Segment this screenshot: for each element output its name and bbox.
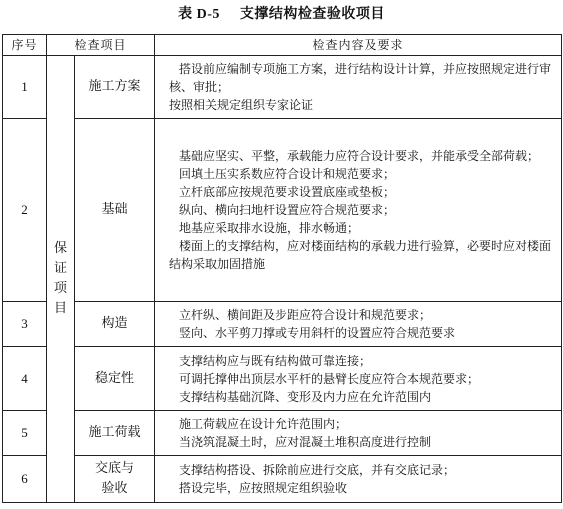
inspection-table xyxy=(2,34,562,503)
group-label-char: 证 xyxy=(53,261,67,276)
header-item: 检查项目 xyxy=(47,35,155,56)
content-line: 按照相关规定组织专家论证 xyxy=(169,98,314,112)
row-item: 交底与 验收 xyxy=(75,456,155,503)
content-line: 支撑结构基础沉降、变形及内力应在允许范围内 xyxy=(179,389,432,404)
content-line: 搭设完毕，应按照规定组织验收 xyxy=(179,481,348,495)
content-line: 基础应坚实、平整，承载能力应符合设计要求，并能承受全部荷载； xyxy=(179,149,540,163)
content-line: 立杆底部应按规范要求设置底座或垫板； xyxy=(179,185,396,199)
row-no: 4 xyxy=(3,347,47,411)
row-no: 6 xyxy=(3,456,47,503)
content-line: 立杆纵、横间距及步距应符合设计和规范要求； xyxy=(179,308,432,322)
table-title xyxy=(0,3,563,26)
group-label-char: 项 xyxy=(53,281,67,296)
content-line: 施工荷载应在设计允许范围内； xyxy=(179,417,348,431)
row-no: 5 xyxy=(3,411,47,456)
row-content xyxy=(155,56,562,119)
content-line: 竖向、水平剪刀撑或专用斜杆的设置应符合规范要求 xyxy=(179,326,456,340)
row-no: 2 xyxy=(3,119,47,302)
row-content xyxy=(155,411,562,456)
row-no: 1 xyxy=(3,56,47,119)
table-row xyxy=(3,411,562,456)
content-line: 当浇筑混凝土时，应对混凝土堆积高度进行控制 xyxy=(179,435,432,449)
row-item: 基础 xyxy=(75,119,155,302)
row-item: 施工方案 xyxy=(75,56,155,119)
content-line: 支撑结构搭设、拆除前应进行交底，并有交底记录； xyxy=(179,463,456,477)
table-row xyxy=(3,347,562,411)
content-line: 支撑结构应与既有结构做可靠连接； xyxy=(179,353,372,368)
row-content xyxy=(155,302,562,347)
row-content xyxy=(155,456,562,503)
row-item: 稳定性 xyxy=(75,347,155,411)
table-code: 表 D-5 xyxy=(178,7,220,22)
row-no: 3 xyxy=(3,302,47,347)
content-line: 纵向、横向扫地杆设置应符合规范要求； xyxy=(179,203,396,217)
header-no: 序号 xyxy=(3,35,47,56)
header-content: 检查内容及要求 xyxy=(155,35,562,56)
table-title-text: 支撑结构检查验收项目 xyxy=(239,6,385,22)
row-content xyxy=(155,119,562,302)
group-label-char: 目 xyxy=(53,301,67,316)
table-row xyxy=(3,456,562,503)
row-item: 构造 xyxy=(75,302,155,347)
content-line: 搭设前应编制专项施工方案，进行结构设计计算，并应按照规定进行审核、审批； xyxy=(169,62,552,94)
table-row xyxy=(3,56,562,119)
table-row xyxy=(3,302,562,347)
row-item: 施工荷载 xyxy=(75,411,155,456)
content-line: 可调托撑伸出顶层水平杆的悬臂长度应符合本规范要求； xyxy=(179,371,480,386)
content-line: 楼面上的支撑结构，应对楼面结构的承载力进行验算，必要时应对楼面结构采取加固措施 xyxy=(169,239,552,271)
table-row xyxy=(3,119,562,302)
group-label-char: 保 xyxy=(53,241,67,256)
content-line: 地基应采取排水设施，排水畅通； xyxy=(179,221,360,235)
header-row xyxy=(3,35,562,56)
row-content xyxy=(155,347,562,411)
group-label xyxy=(47,56,75,503)
content-line: 回填土压实系数应符合设计和规范要求； xyxy=(179,167,396,181)
